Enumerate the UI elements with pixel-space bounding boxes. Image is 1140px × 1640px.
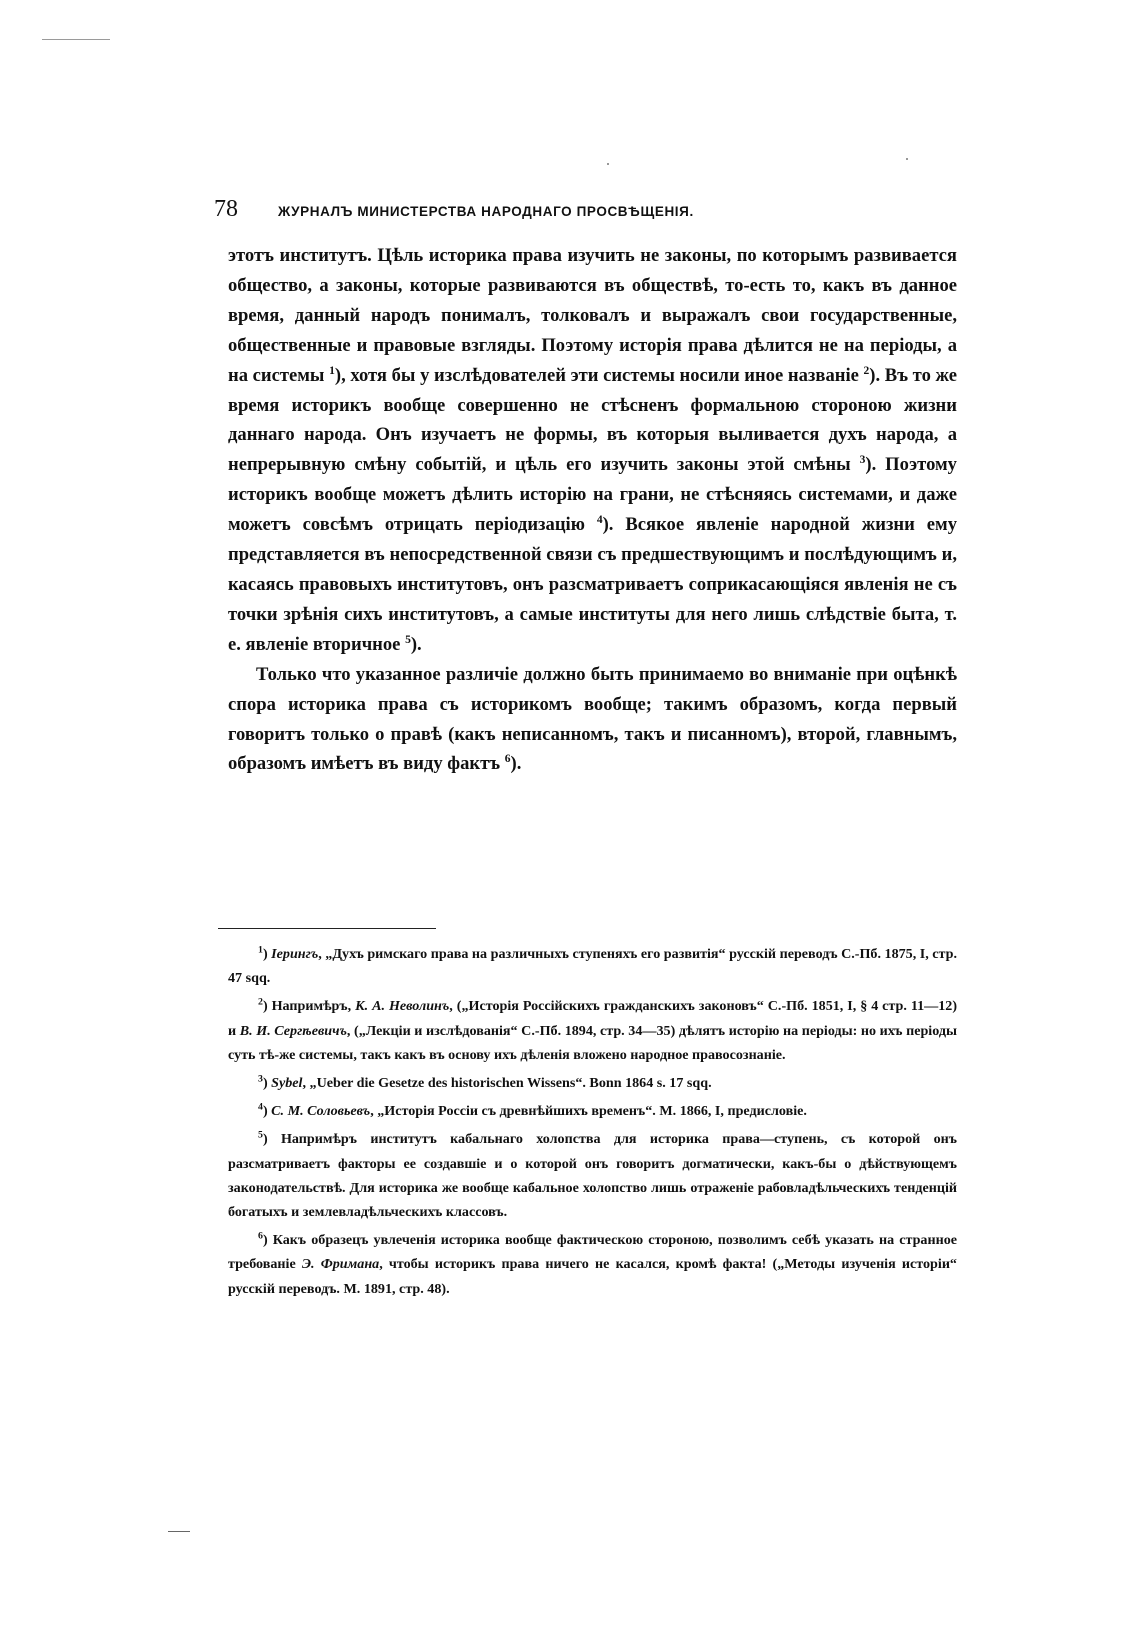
author-name: Sybel [271, 1075, 303, 1092]
author-name: В. И. Сергѣевичъ [239, 1022, 347, 1039]
scan-speck [607, 163, 609, 165]
scan-speck [906, 158, 908, 160]
footnote-ref: 6 [504, 753, 511, 766]
footnote-4: $^4$) С. М. Соловьевъ, „Исторія Россіи съ древнѣйшихъ временъ“. М. 1866, I, предисловіе. [258, 1101, 807, 1120]
footnote-ref: 3 [859, 454, 866, 467]
footnote-ref: 2 [863, 364, 870, 377]
scan-margin-mark-top [42, 39, 110, 40]
paragraph-2: Только что указанное различіе должно быть принимаемо во вниманіе при оцѣнкѣ спора историка права съ историкомъ вообще; такимъ образомъ, когда первый говоритъ только о правѣ (какъ неписанномъ, такъ и писанномъ), второй, главнымъ, образомъ имѣетъ въ виду фактъ $^6$). [228, 663, 957, 775]
footnote-number: 6 [258, 1230, 263, 1242]
footnotes [228, 942, 957, 1301]
running-title: ЖУРНАЛЪ МИНИСТЕРСТВА НАРОДНАГО ПРОСВѢЩЕНІЯ. [278, 204, 694, 219]
footnote-2: $^2$) Напримѣръ, К. А. Неволинъ, („Исторія Россійскихъ гражданскихъ законовъ“ С.-Пб. 1851, I, § 4 стр. 11—12) и В. И. Сергѣевичъ, („Лекціи и изслѣдованія“ С.-Пб. 1894, стр. 34—35) дѣлятъ исторію на періоды: но ихъ періоды суть тѣ-же системы, такъ какъ въ основу ихъ дѣленія вложено народное правосознаніе. [228, 996, 958, 1063]
footnote-ref: 5 [405, 633, 411, 646]
footnote-separator [218, 928, 436, 929]
footnote-1: $^1$) Іерингъ, „Духъ римскаго права на различныхъ ступеняхъ его развитія“ русскій переводъ С.-Пб. 1875, I, стр. 47 sqq. [228, 944, 958, 987]
author-name: К. А. Неволинъ [355, 998, 450, 1015]
footnote-number: 1 [258, 944, 263, 956]
footnote-number: 5 [258, 1129, 263, 1141]
author-name: С. М. Соловьевъ [271, 1103, 371, 1120]
scan-margin-mark-bottom [168, 1531, 190, 1532]
footnote-number: 4 [258, 1101, 263, 1113]
author-name: Іерингъ [271, 946, 319, 962]
page-header [214, 196, 959, 223]
footnote-number: 3 [258, 1073, 263, 1085]
footnote-number: 2 [258, 996, 263, 1008]
author-name: Э. Фримана [301, 1256, 380, 1273]
main-text [228, 241, 957, 779]
paragraph-1: этотъ институтъ. Цѣль историка права изучить не законы, по которымъ развивается общество, а законы, которые развиваются въ обществѣ, то-есть то, какъ въ данное время, данный народъ понималъ, толковалъ и выражалъ свои государственные, общественные и правовые взгляды. Поэтому исторія права дѣлится не на періоды, а на системы $^1$), хотя бы у изслѣдователей эти системы носили иное названіе $^2$). Въ то же время историкъ вообще совершенно не стѣсненъ формальною стороною жизни даннаго народа. Онъ изучаетъ не формы, въ которыя выливается духъ народа, а непрерывную смѣну событій, и цѣль его изучить законы этой смѣны $^3$). Поэтому историкъ вообще можетъ дѣлить исторію на грани, не стѣсняясь системами, и даже можетъ совсѣмъ отрицать періодизацію $^4$). Всякое явленіе народной жизни ему представляется въ непосредственной связи съ предшествующимъ и послѣдующимъ и, касаясь правовыхъ институтовъ, онъ разсматриваетъ соприкасающіяся явленія не съ точки зрѣнія сихъ институтовъ, а самые институты для него лишь слѣдствіе быта, т. е. явленіе вторичное $^5$). [228, 245, 957, 655]
footnote-5: $^5$) Напримѣръ институтъ кабальнаго холопства для историка права—ступень, съ которой онъ разсматриваетъ факторы ее создавшіе и о которой онъ говоритъ догматически, какъ-бы о дѣйствующемъ законодательствѣ. Для историка же вообще кабальное холопство лишь отраженіе рабовладѣльческихъ тенденцій богатыхъ и землевладѣльческихъ классовъ. [228, 1129, 957, 1221]
footnote-ref: 4 [596, 513, 603, 526]
page-number: 78 [214, 196, 238, 222]
footnote-ref: 1 [329, 364, 335, 377]
footnote-6: $^6$) Какъ образецъ увлеченія историка вообще фактическою стороною, позволимъ себѣ указать на странное требованіе Э. Фримана, чтобы историкъ права ничего не касался, кромѣ факта! („Методы изученія исторіи“ русскій переводъ. М. 1891, стр. 48). [228, 1230, 957, 1297]
footnote-3: $^3$) Sybel, „Ueber die Gesetze des historischen Wissens“. Bonn 1864 s. 17 sqq. [258, 1073, 712, 1092]
